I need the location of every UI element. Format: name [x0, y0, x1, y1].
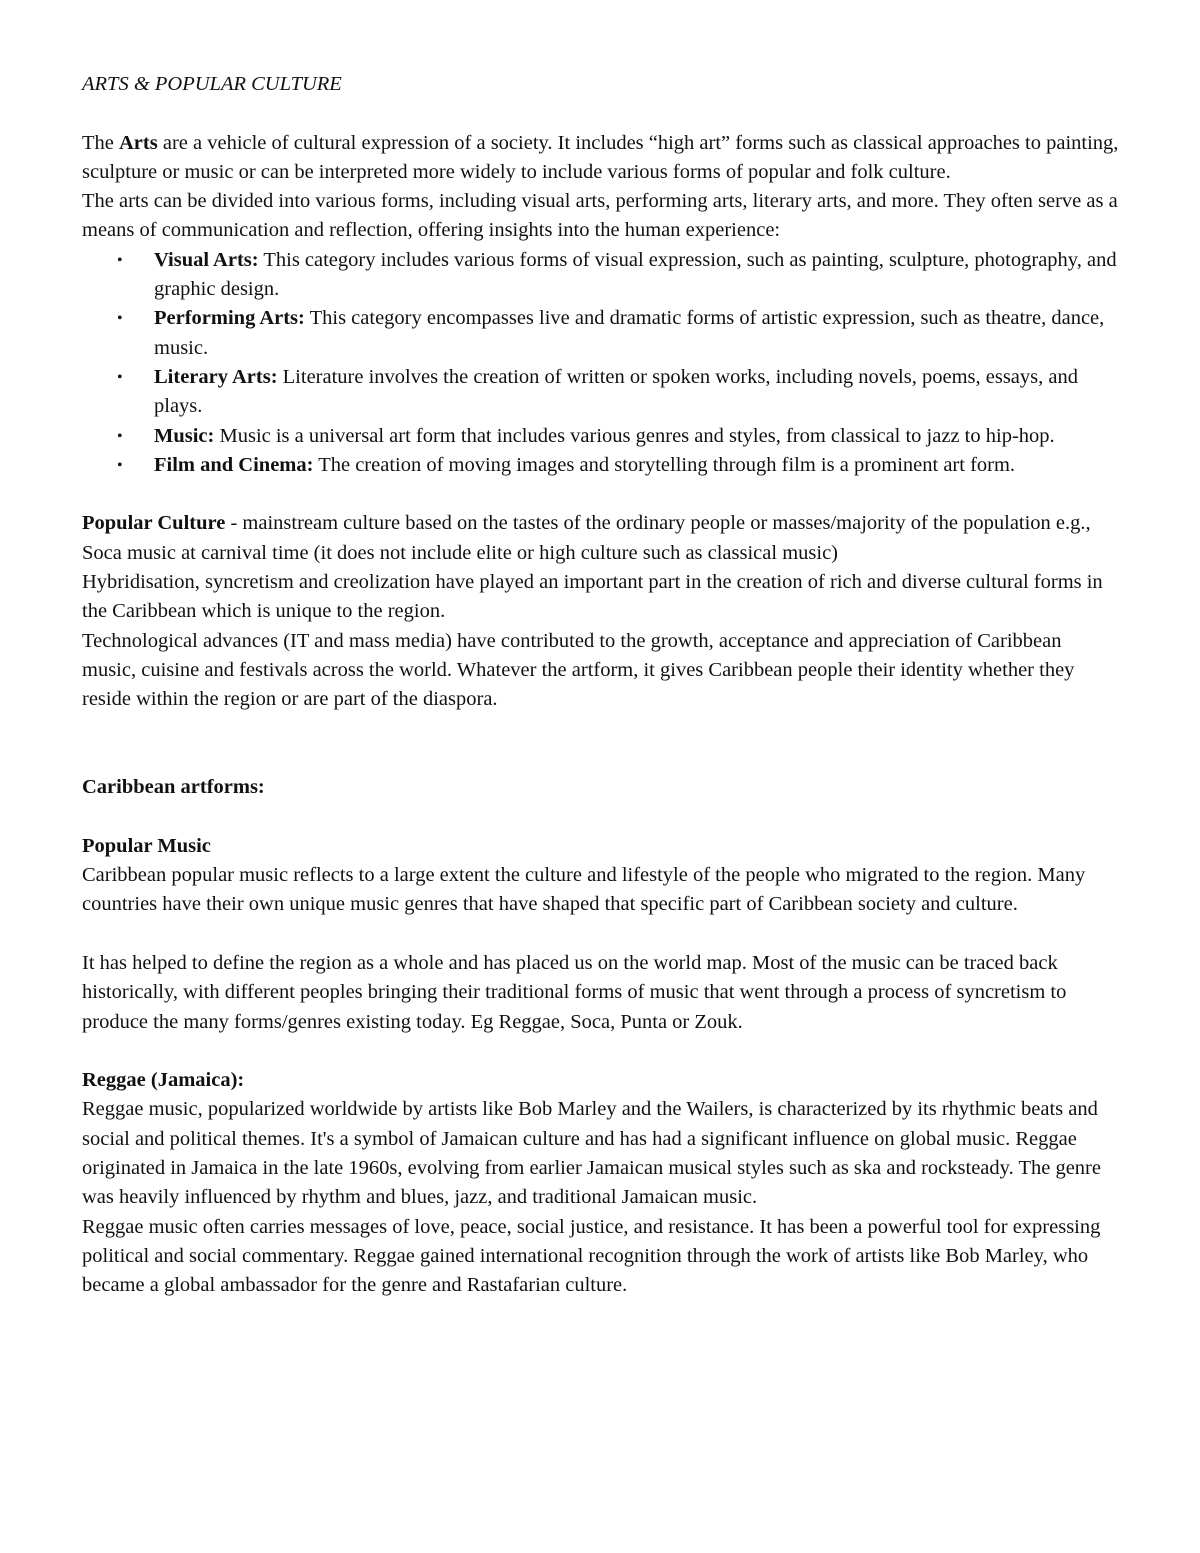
bullet-icon: • — [117, 251, 123, 269]
spacer — [82, 1037, 1120, 1066]
arts-intro-paragraph — [82, 129, 1120, 188]
bullet-icon: • — [117, 427, 123, 445]
list-item — [117, 363, 1120, 422]
spacer — [82, 920, 1120, 949]
popular-music-paragraph-2: It has helped to define the region as a whole and has placed us on the world map. Most of the music can be traced back historically, with different peoples bringing their traditional forms of music that went through a process of syncretism to produce the many forms/genres existing today. Eg Reggae, Soca, Punta or Zouk. — [82, 951, 1067, 1033]
arts-term: Arts — [119, 131, 158, 154]
list-item-term: Film and Cinema: — [154, 453, 314, 476]
intro-prefix: The — [82, 131, 119, 154]
list-item-text: This category encompasses live and dramatic forms of artistic expression, such as theatre, dance, music. — [154, 307, 1105, 359]
bullet-icon: • — [117, 368, 123, 386]
bullet-icon: • — [117, 310, 123, 328]
document-title: ARTS & POPULAR CULTURE — [82, 73, 342, 95]
list-item — [117, 246, 1120, 305]
list-item-text: Literature involves the creation of written or spoken works, including novels, poems, essays, and plays. — [154, 365, 1078, 418]
list-item-text: Music is a universal art form that includes various genres and styles, from classical to jazz to hip-hop. — [214, 424, 1055, 447]
list-item — [117, 422, 1120, 451]
popular-culture-definition: - mainstream culture based on the tastes of the ordinary people or masses/majority of the population e.g., Soca music at carnival time (it does not include elite or high culture such as classical music) — [82, 512, 1091, 564]
popular-culture-term: Popular Culture — [82, 512, 226, 535]
list-item-term: Performing Arts: — [154, 307, 305, 330]
list-item — [117, 304, 1120, 363]
hybridisation-paragraph: Hybridisation, syncretism and creolization have played an important part in the creation of rich and diverse cultural forms in the Caribbean which is unique to the region. — [82, 571, 1103, 623]
popular-culture-paragraph — [82, 509, 1120, 568]
intro-text: are a vehicle of cultural expression of a society. It includes “high art” forms such as classical approaches to painting, sculpture or music or can be interpreted more widely to include various forms of popular and folk culture. — [82, 131, 1119, 183]
spacer — [82, 715, 1120, 774]
list-item-text: The creation of moving images and storytelling through film is a prominent art form. — [313, 453, 1016, 476]
bullet-icon: • — [117, 456, 123, 474]
reggae-paragraph-1: Reggae music, popularized worldwide by artists like Bob Marley and the Wailers, is characterized by its rhythmic beats and social and political themes. It's a symbol of Jamaican culture and has had a significant influence on global music. Reggae originated in Jamaica in the late 1960s, evolving from earlier Jamaican musical styles such as ska and rocksteady. The genre was heavily influenced by rhythm and blues, jazz, and traditional Jamaican music. — [82, 1098, 1101, 1209]
list-item-term: Music: — [154, 424, 215, 447]
spacer — [82, 480, 1120, 509]
popular-music-paragraph-1: Caribbean popular music reflects to a large extent the culture and lifestyle of the people who migrated to the region. Many countries have their own unique music genres that have shaped that specific part of Caribbean society and culture. — [82, 864, 1086, 916]
reggae-paragraph-2: Reggae music often carries messages of love, peace, social justice, and resistance. It has been a powerful tool for expressing political and social commentary. Reggae gained international recognition through the work of artists like Bob Marley, who became a global ambassador for the genre and Rastafarian culture. — [82, 1215, 1101, 1297]
list-item-term: Visual Arts: — [154, 248, 259, 271]
art-forms-list — [82, 246, 1120, 480]
arts-divisions-paragraph: The arts can be divided into various forms, including visual arts, performing arts, literary arts, and more. They often serve as a means of communication and reflection, offering insights into the human experience: — [82, 190, 1118, 242]
reggae-heading: Reggae (Jamaica): — [82, 1069, 245, 1092]
technology-paragraph: Technological advances (IT and mass media) have contributed to the growth, acceptance and appreciation of Caribbean music, cuisine and festivals across the world. Whatever the artform, it gives Caribbean people their identity whether they reside within the region or are part of the diaspora. — [82, 629, 1075, 711]
list-item-text: This category includes various forms of visual expression, such as painting, sculpture, photography, and graphic design. — [154, 248, 1117, 301]
list-item — [117, 451, 1120, 480]
popular-music-heading: Popular Music — [82, 834, 211, 857]
caribbean-artforms-heading: Caribbean artforms: — [82, 776, 265, 799]
list-item-term: Literary Arts: — [154, 365, 278, 388]
spacer — [82, 802, 1120, 831]
